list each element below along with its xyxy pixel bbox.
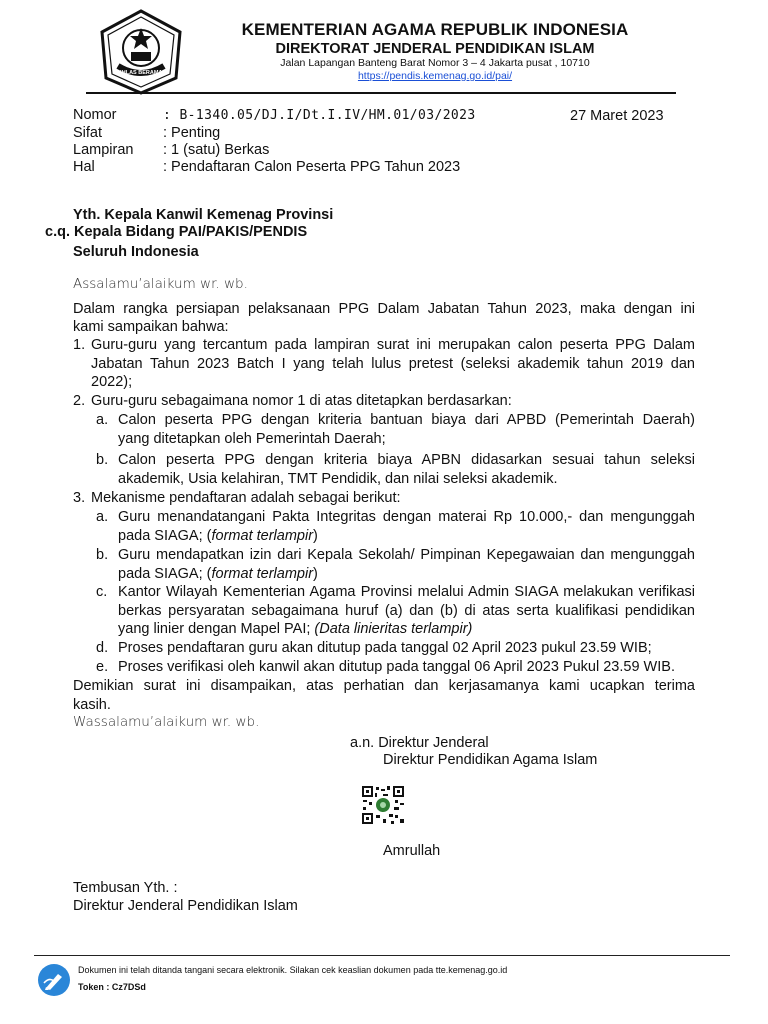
item-2b-letter: b. (96, 452, 109, 468)
item-3b-line-2-end: ) (313, 566, 318, 582)
item-3a-letter: a. (96, 509, 109, 525)
item-1-number: 1. (73, 337, 86, 353)
e-signature-notice: Dokumen ini telah ditanda tangani secara elektronik. Silakan cek keaslian dokumen pada tte.kemenag.go.id (78, 965, 508, 975)
verification-token: Token : Cz7DSd (78, 982, 146, 992)
item-3a-line-2-end: ) (313, 528, 318, 544)
letterhead-url-link[interactable]: https://pendis.kemenag.go.id/pai/ (357, 70, 513, 82)
tembusan-label: Tembusan Yth. : (73, 880, 178, 896)
intro-line-1: Dalam rangka persiapan pelaksanaan PPG Dalam Jabatan Tahun 2023, maka dengan ini (73, 301, 695, 317)
signatory-name: Amrullah (383, 843, 441, 859)
qr-code-icon (361, 785, 405, 825)
item-3d-letter: d. (96, 640, 109, 656)
item-3e-line-1: Proses verifikasi oleh kanwil akan ditutup pada tanggal 06 April 2023 Pukul 23.59 WIB. (118, 659, 675, 675)
greeting: Assalamu’alaikum wr. wb. (73, 276, 248, 292)
letterhead-address: Jalan Lapangan Banteng Barat Nomor 3 – 4 Jakarta pusat , 10710 (280, 57, 590, 69)
item-3b-letter: b. (96, 547, 109, 563)
item-3c-line-1: Kantor Wilayah Kementerian Agama Provinsi melalui Admin SIAGA melakukan verifikasi (118, 584, 695, 600)
signature-an: a.n. Direktur Jenderal (350, 735, 489, 751)
item-3c-line-3 (118, 620, 472, 639)
sifat-value: : Penting (163, 125, 221, 141)
hal-value: : Pendaftaran Calon Peserta PPG Tahun 2023 (163, 159, 461, 175)
item-3e-letter: e. (96, 659, 109, 675)
lampiran-value: : 1 (satu) Berkas (163, 142, 270, 158)
addressee-line-1: Yth. Kepala Kanwil Kemenag Provinsi (73, 207, 334, 223)
letterhead-divider (86, 92, 676, 94)
item-3c-line-3-text: yang linier dengan Mapel PAI; (118, 621, 315, 637)
closing-line-1: Demikian surat ini disampaikan, atas perhatian dan kerjasamanya kami ucapkan terima (73, 678, 695, 694)
lampiran-label: Lampiran (73, 142, 134, 158)
kemenag-logo (96, 8, 186, 96)
directorate-name: DIREKTORAT JENDERAL PENDIDIKAN ISLAM (275, 41, 595, 57)
closing-line-2: kasih. (73, 697, 111, 713)
hal-label: Hal (73, 159, 95, 175)
item-3-number: 3. (73, 490, 86, 506)
item-3a-line-1: Guru menandatangani Pakta Integritas dengan materai Rp 10.000,- dan mengunggah (118, 509, 695, 525)
item-2a-line-2: yang ditetapkan oleh Pemerintah Daerah; (118, 431, 386, 447)
item-3d-line-1: Proses pendaftaran guru akan ditutup pada tanggal 02 April 2023 pukul 23.59 WIB; (118, 640, 652, 656)
logo-motto: IKHLAS BERAMAL (116, 70, 166, 76)
addressee-line-2: c.q. Kepala Bidang PAI/PAKIS/PENDIS (45, 224, 308, 240)
ministry-name: KEMENTERIAN AGAMA REPUBLIK INDONESIA (241, 20, 629, 39)
item-1-line-1: Guru-guru yang tercantum pada lampiran surat ini merupakan calon peserta PPG Dalam (91, 337, 695, 353)
item-2-line-1: Guru-guru sebagaimana nomor 1 di atas ditetapkan berdasarkan: (91, 393, 512, 409)
item-3a-line-2-text: pada SIAGA; ( (118, 528, 212, 544)
digital-signature-icon (37, 963, 71, 997)
item-3b-format-note: format terlampir (211, 566, 314, 582)
item-2a-line-1: Calon peserta PPG dengan kriteria bantuan biaya dari APBD (Pemerintah Daerah) (118, 412, 695, 428)
item-3b-line-2 (118, 565, 318, 584)
nomor-label: Nomor (73, 107, 117, 123)
item-2b-line-2: akademik, Usia kelahiran, TMT Pendidik, dan nilai seleksi akademik. (118, 471, 558, 487)
item-3c-data-note: (Data linieritas terlampir) (314, 621, 473, 637)
item-3b-line-1: Guru mendapatkan izin dari Kepala Sekolah/ Pimpinan Kepegawaian dan mengunggah (118, 547, 695, 563)
closing-salam: Wassalamu’alaikum wr. wb. (73, 714, 260, 730)
item-3a-line-2 (118, 527, 318, 546)
letter-date: 27 Maret 2023 (570, 108, 664, 124)
nomor-value: : B-1340.05/DJ.I/Dt.I.IV/HM.01/03/2023 (163, 108, 476, 123)
footer-divider (34, 955, 730, 956)
item-1-line-2: Jabatan Tahun 2023 Batch I yang telah lulus pretest (seleksi akademik tahun 2019 dan (91, 356, 695, 372)
item-2-number: 2. (73, 393, 86, 409)
item-2b-line-1: Calon peserta PPG dengan kriteria biaya APBN didasarkan sesuai tahun seleksi (118, 452, 695, 468)
item-2a-letter: a. (96, 412, 109, 428)
item-3c-line-2: berkas persyaratan sebagaimana huruf (a) dan (b) di atas serta kualifikasi pendidikan (118, 603, 695, 619)
item-3-line-1: Mekanisme pendaftaran adalah sebagai berikut: (91, 490, 401, 506)
item-1-line-3: 2022); (91, 374, 133, 390)
intro-line-2: kami sampaikan bahwa: (73, 319, 229, 335)
tembusan-recipient: Direktur Jenderal Pendidikan Islam (73, 898, 298, 914)
sifat-label: Sifat (73, 125, 103, 141)
signature-title: Direktur Pendidikan Agama Islam (383, 752, 598, 768)
item-3c-letter: c. (96, 584, 108, 600)
item-3a-format-note: format terlampir (211, 528, 314, 544)
addressee-line-3: Seluruh Indonesia (73, 244, 199, 260)
item-3b-line-2-text: pada SIAGA; ( (118, 566, 212, 582)
